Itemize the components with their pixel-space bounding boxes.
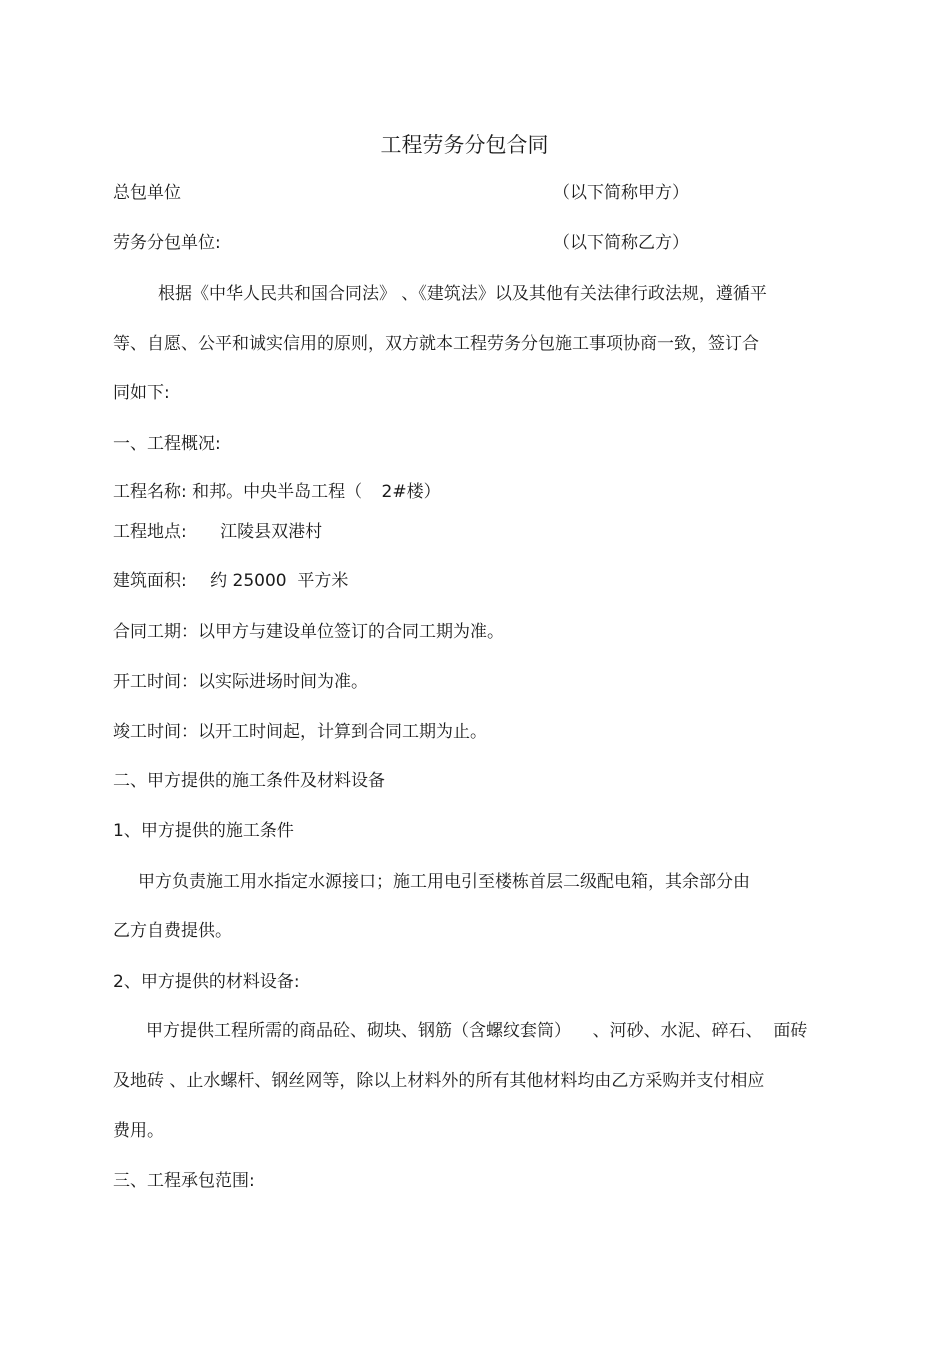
section-2-heading: 二、甲方提供的施工条件及材料设备 — [113, 771, 385, 791]
project-location-label: 工程地点: — [113, 522, 187, 542]
party-a-note: （以下简称甲方） — [553, 183, 689, 203]
party-a-label: 总包单位 — [113, 183, 181, 203]
building-area-row — [113, 570, 348, 592]
contract-period: 合同工期：以甲方与建设单位签订的合同工期为准。 — [113, 622, 504, 642]
section-1-heading: 一、工程概况: — [113, 434, 221, 454]
building-area-value: 约 25000 平方米 — [210, 571, 349, 591]
preamble-line-1: 根据《中华人民共和国合同法》 、《建筑法》以及其他有关法律行政法规，遵循平 — [158, 284, 767, 304]
section-2-1-heading: 1、甲方提供的施工条件 — [113, 821, 294, 841]
preamble-line-3: 同如下: — [113, 383, 170, 403]
section-2-2-line-2: 及地砖 、止水螺杆、钢丝网等，除以上材料外的所有其他材料均由乙方采购并支付相应 — [113, 1071, 765, 1091]
section-2-2-line-1: 甲方提供工程所需的商品砼、砌块、钢筋（含螺纹套筒） 、河砂、水泥、碎石、 面砖 — [146, 1021, 808, 1041]
project-name-row — [113, 481, 441, 503]
project-location-value: 江陵县双港村 — [220, 522, 323, 542]
project-building: 2#楼） — [381, 482, 441, 502]
section-2-2-line-3: 费用。 — [113, 1121, 164, 1141]
project-name-label: 工程名称: — [113, 482, 187, 502]
start-time: 开工时间：以实际进场时间为准。 — [113, 672, 368, 692]
building-area-label: 建筑面积: — [113, 571, 187, 591]
project-name-value: 和邦。中央半岛工程（ — [192, 482, 363, 502]
party-b-note: （以下简称乙方） — [553, 233, 689, 253]
preamble-line-2: 等、自愿、公平和诚实信用的原则，双方就本工程劳务分包施工事项协商一致，签订合 — [113, 334, 759, 354]
section-3-heading: 三、工程承包范围: — [113, 1171, 255, 1191]
document-title: 工程劳务分包合同 — [380, 133, 549, 157]
project-location-row — [113, 521, 322, 543]
completion-time: 竣工时间：以开工时间起，计算到合同工期为止。 — [113, 722, 487, 742]
section-2-2-heading: 2、甲方提供的材料设备: — [113, 972, 300, 992]
party-b-label: 劳务分包单位: — [113, 233, 221, 253]
section-2-1-line-2: 乙方自费提供。 — [113, 921, 232, 941]
section-2-1-line-1: 甲方负责施工用水指定水源接口；施工用电引至楼栋首层二级配电箱，其余部分由 — [138, 872, 750, 892]
